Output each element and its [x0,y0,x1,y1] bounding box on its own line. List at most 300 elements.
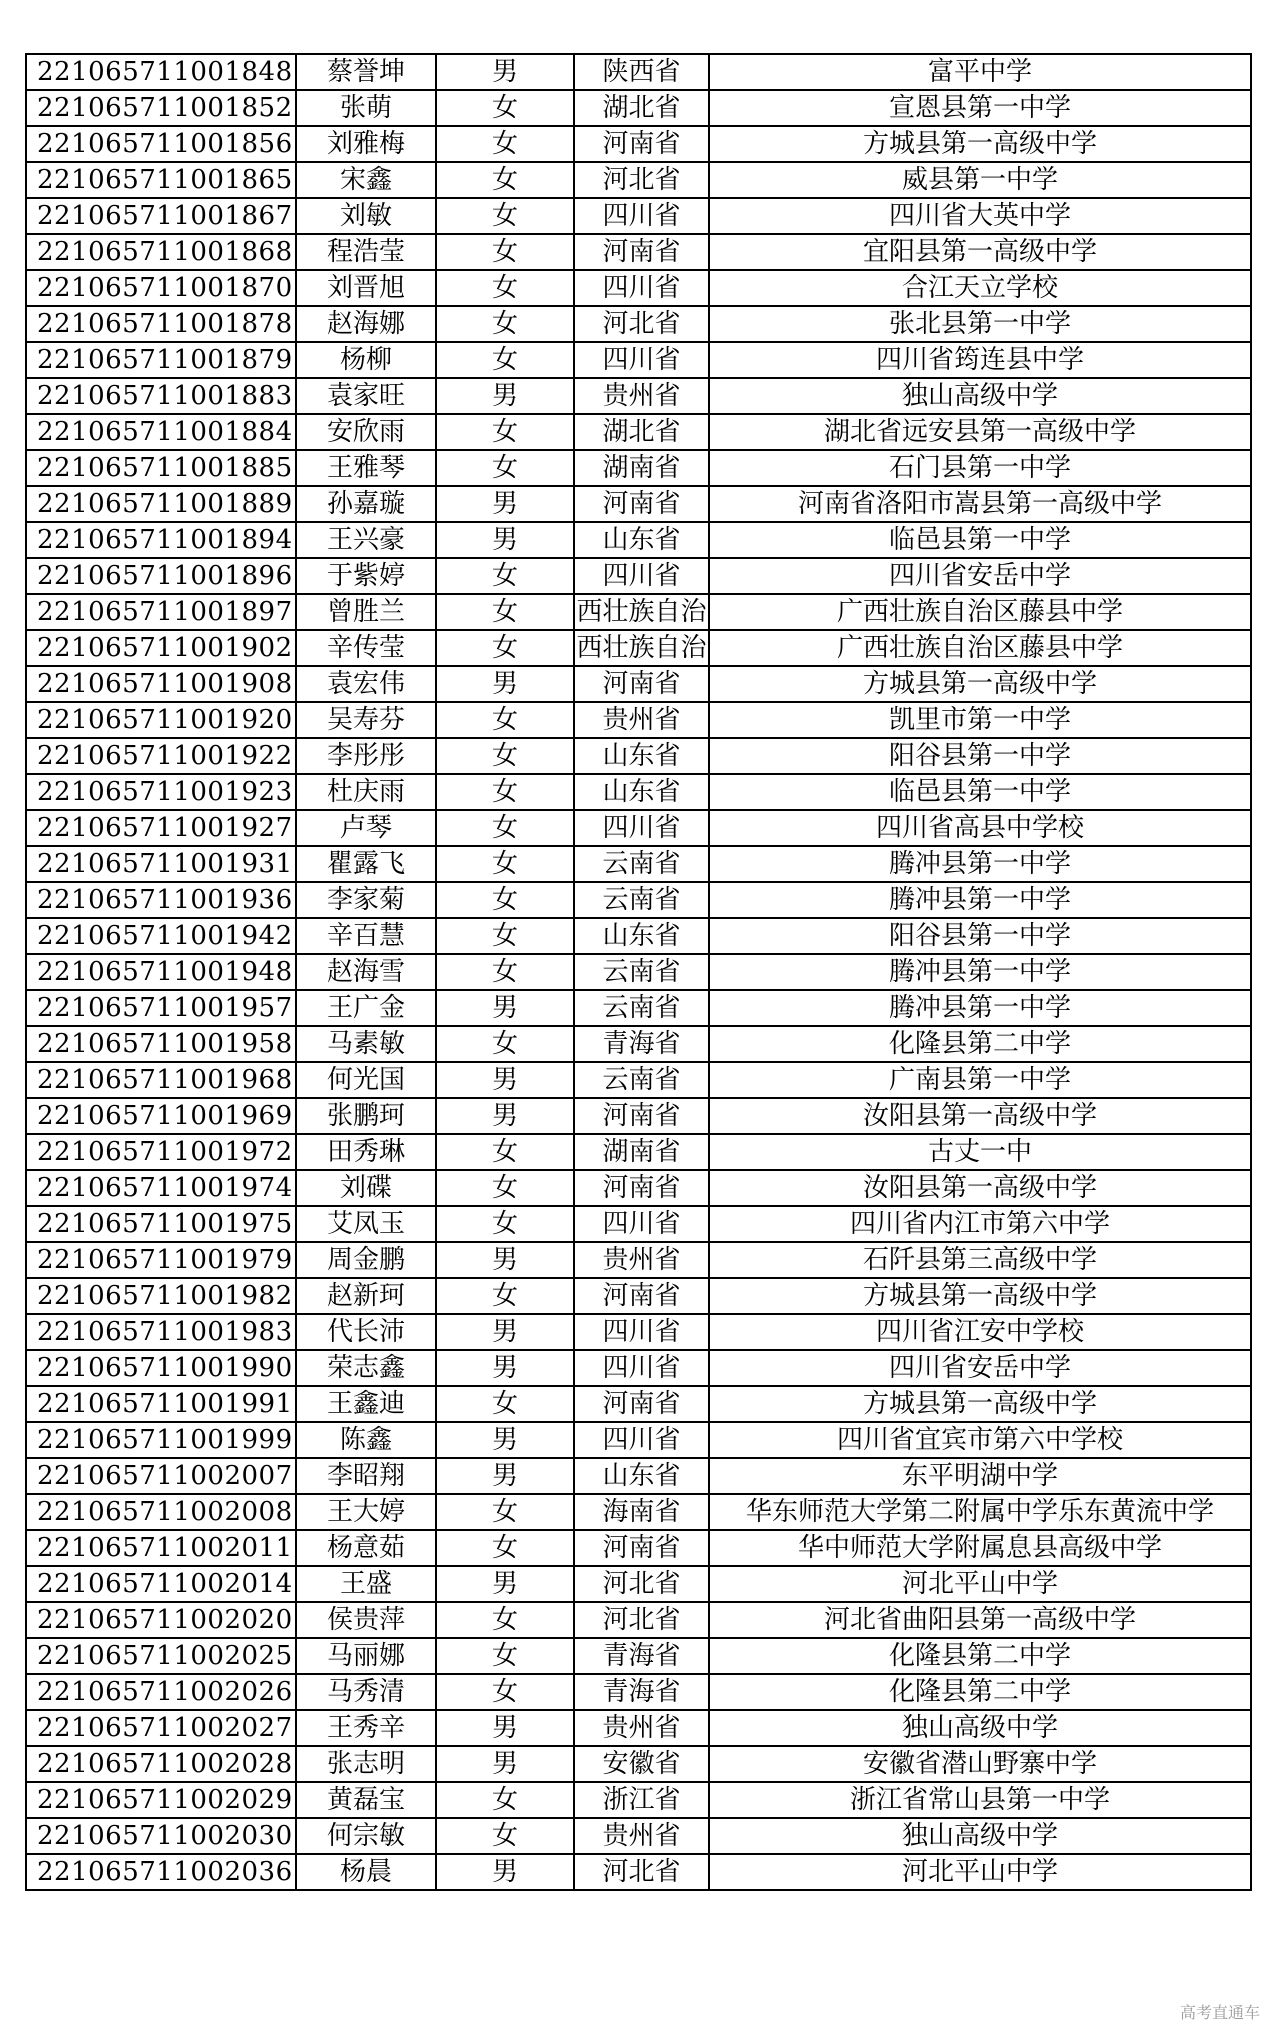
gender-cell: 女 [436,1530,574,1566]
province-cell: 山东省 [574,1458,709,1494]
school-cell: 独山高级中学 [709,1818,1251,1854]
student-id-cell: 221065711001902 [26,630,296,666]
province-cell: 西壮族自治 [574,594,709,630]
table-row [26,558,1251,594]
gender-cell: 男 [436,666,574,702]
student-id-cell: 221065711001920 [26,702,296,738]
student-id-cell: 221065711001974 [26,1170,296,1206]
school-cell: 独山高级中学 [709,378,1251,414]
province-cell: 贵州省 [574,1710,709,1746]
student-name-cell: 王秀辛 [296,1710,436,1746]
province-cell: 河南省 [574,1386,709,1422]
gender-cell: 男 [436,1710,574,1746]
table-body [26,54,1251,1890]
table-row [26,1134,1251,1170]
province-cell: 四川省 [574,1350,709,1386]
gender-cell: 男 [436,1746,574,1782]
school-cell: 四川省内江市第六中学 [709,1206,1251,1242]
student-name-cell: 李家菊 [296,882,436,918]
student-id-cell: 221065711002028 [26,1746,296,1782]
gender-cell: 女 [436,1602,574,1638]
table-row [26,522,1251,558]
student-name-cell: 黄磊宝 [296,1782,436,1818]
student-name-cell: 吴寿芬 [296,702,436,738]
student-id-cell: 221065711001894 [26,522,296,558]
student-name-cell: 张志明 [296,1746,436,1782]
school-cell: 腾冲县第一中学 [709,990,1251,1026]
gender-cell: 女 [436,702,574,738]
school-cell: 四川省高县中学校 [709,810,1251,846]
student-name-cell: 侯贵萍 [296,1602,436,1638]
gender-cell: 男 [436,1098,574,1134]
gender-cell: 女 [436,342,574,378]
student-id-cell: 221065711002020 [26,1602,296,1638]
student-id-cell: 221065711002027 [26,1710,296,1746]
table-row [26,126,1251,162]
student-id-cell: 221065711001958 [26,1026,296,1062]
student-id-cell: 221065711001948 [26,954,296,990]
table-row [26,378,1251,414]
table-row [26,1782,1251,1818]
student-id-cell: 221065711002011 [26,1530,296,1566]
school-cell: 安徽省潜山野寨中学 [709,1746,1251,1782]
school-cell: 四川省江安中学校 [709,1314,1251,1350]
gender-cell: 女 [436,1134,574,1170]
student-name-cell: 李昭翔 [296,1458,436,1494]
gender-cell: 男 [436,1350,574,1386]
student-id-cell: 221065711001852 [26,90,296,126]
school-cell: 临邑县第一中学 [709,774,1251,810]
province-cell: 西壮族自治 [574,630,709,666]
student-name-cell: 田秀琳 [296,1134,436,1170]
student-id-cell: 221065711001936 [26,882,296,918]
student-name-cell: 袁宏伟 [296,666,436,702]
table-row [26,846,1251,882]
table-row [26,1314,1251,1350]
student-id-cell: 221065711002008 [26,1494,296,1530]
gender-cell: 男 [436,1242,574,1278]
table-row [26,738,1251,774]
gender-cell: 男 [436,1422,574,1458]
gender-cell: 女 [436,594,574,630]
student-name-cell: 杨晨 [296,1854,436,1890]
gender-cell: 女 [436,774,574,810]
province-cell: 安徽省 [574,1746,709,1782]
school-cell: 石门县第一中学 [709,450,1251,486]
school-cell: 四川省安岳中学 [709,1350,1251,1386]
gender-cell: 男 [436,378,574,414]
school-cell: 方城县第一高级中学 [709,1386,1251,1422]
table-row [26,882,1251,918]
student-id-cell: 221065711002030 [26,1818,296,1854]
table-row [26,1602,1251,1638]
province-cell: 河南省 [574,1170,709,1206]
student-id-cell: 221065711002014 [26,1566,296,1602]
province-cell: 河南省 [574,1530,709,1566]
gender-cell: 女 [436,270,574,306]
gender-cell: 女 [436,162,574,198]
table-row [26,1458,1251,1494]
table-row [26,270,1251,306]
table-row [26,1386,1251,1422]
gender-cell: 女 [436,1638,574,1674]
student-name-cell: 刘碟 [296,1170,436,1206]
table-row [26,1818,1251,1854]
student-name-cell: 辛传莹 [296,630,436,666]
student-id-cell: 221065711001957 [26,990,296,1026]
student-name-cell: 辛百慧 [296,918,436,954]
table-row [26,990,1251,1026]
student-name-cell: 赵新珂 [296,1278,436,1314]
student-name-cell: 瞿露飞 [296,846,436,882]
school-cell: 临邑县第一中学 [709,522,1251,558]
school-cell: 四川省大英中学 [709,198,1251,234]
province-cell: 四川省 [574,810,709,846]
table-row [26,414,1251,450]
table-row [26,702,1251,738]
table-row [26,954,1251,990]
student-name-cell: 李彤彤 [296,738,436,774]
province-cell: 河南省 [574,486,709,522]
school-cell: 威县第一中学 [709,162,1251,198]
gender-cell: 男 [436,1566,574,1602]
student-name-cell: 刘雅梅 [296,126,436,162]
school-cell: 宜阳县第一高级中学 [709,234,1251,270]
student-id-cell: 221065711001885 [26,450,296,486]
school-cell: 华东师范大学第二附属中学乐东黄流中学 [709,1494,1251,1530]
student-name-cell: 张萌 [296,90,436,126]
student-id-cell: 221065711001856 [26,126,296,162]
student-id-cell: 221065711001868 [26,234,296,270]
province-cell: 云南省 [574,1062,709,1098]
province-cell: 贵州省 [574,702,709,738]
province-cell: 河南省 [574,234,709,270]
school-cell: 独山高级中学 [709,1710,1251,1746]
watermark: 高考直通车 [1179,2003,1260,2022]
province-cell: 四川省 [574,342,709,378]
student-name-cell: 袁家旺 [296,378,436,414]
table-row [26,1746,1251,1782]
province-cell: 四川省 [574,1314,709,1350]
province-cell: 山东省 [574,774,709,810]
table-row [26,342,1251,378]
province-cell: 贵州省 [574,1818,709,1854]
student-name-cell: 王广金 [296,990,436,1026]
table-row [26,1710,1251,1746]
student-id-cell: 221065711001999 [26,1422,296,1458]
student-id-cell: 221065711002029 [26,1782,296,1818]
student-id-cell: 221065711001983 [26,1314,296,1350]
school-cell: 四川省宜宾市第六中学校 [709,1422,1251,1458]
school-cell: 古丈一中 [709,1134,1251,1170]
table-row [26,1530,1251,1566]
table-row [26,1566,1251,1602]
table-row [26,918,1251,954]
school-cell: 方城县第一高级中学 [709,1278,1251,1314]
student-id-cell: 221065711001848 [26,54,296,90]
gender-cell: 女 [436,306,574,342]
table-row [26,1350,1251,1386]
gender-cell: 男 [436,54,574,90]
gender-cell: 女 [436,126,574,162]
table-row [26,1674,1251,1710]
student-id-cell: 221065711001968 [26,1062,296,1098]
province-cell: 山东省 [574,522,709,558]
school-cell: 华中师范大学附属息县高级中学 [709,1530,1251,1566]
province-cell: 云南省 [574,954,709,990]
province-cell: 海南省 [574,1494,709,1530]
school-cell: 石阡县第三高级中学 [709,1242,1251,1278]
gender-cell: 女 [436,1782,574,1818]
student-id-cell: 221065711002025 [26,1638,296,1674]
school-cell: 化隆县第二中学 [709,1026,1251,1062]
student-id-cell: 221065711001878 [26,306,296,342]
gender-cell: 女 [436,954,574,990]
province-cell: 湖北省 [574,90,709,126]
school-cell: 张北县第一中学 [709,306,1251,342]
gender-cell: 女 [436,1818,574,1854]
table-row [26,306,1251,342]
student-id-cell: 221065711001982 [26,1278,296,1314]
student-id-cell: 221065711002007 [26,1458,296,1494]
student-id-cell: 221065711001896 [26,558,296,594]
gender-cell: 女 [436,1026,574,1062]
student-name-cell: 代长沛 [296,1314,436,1350]
province-cell: 河南省 [574,1098,709,1134]
student-name-cell: 赵海娜 [296,306,436,342]
student-name-cell: 马丽娜 [296,1638,436,1674]
student-name-cell: 宋鑫 [296,162,436,198]
table-row [26,1242,1251,1278]
gender-cell: 女 [436,558,574,594]
student-id-cell: 221065711001884 [26,414,296,450]
table-row [26,162,1251,198]
student-name-cell: 王雅琴 [296,450,436,486]
table-row [26,198,1251,234]
school-cell: 浙江省常山县第一中学 [709,1782,1251,1818]
school-cell: 化隆县第二中学 [709,1674,1251,1710]
table-row [26,1026,1251,1062]
student-id-cell: 221065711001969 [26,1098,296,1134]
province-cell: 四川省 [574,1422,709,1458]
student-name-cell: 于紫婷 [296,558,436,594]
province-cell: 陕西省 [574,54,709,90]
student-name-cell: 马秀清 [296,1674,436,1710]
student-name-cell: 王鑫迪 [296,1386,436,1422]
student-id-cell: 221065711001879 [26,342,296,378]
student-id-cell: 221065711001927 [26,810,296,846]
gender-cell: 女 [436,1386,574,1422]
province-cell: 云南省 [574,882,709,918]
student-id-cell: 221065711001942 [26,918,296,954]
school-cell: 广南县第一中学 [709,1062,1251,1098]
school-cell: 汝阳县第一高级中学 [709,1098,1251,1134]
gender-cell: 男 [436,1062,574,1098]
student-id-cell: 221065711001979 [26,1242,296,1278]
table-row [26,486,1251,522]
student-name-cell: 程浩莹 [296,234,436,270]
student-id-cell: 221065711001870 [26,270,296,306]
province-cell: 湖南省 [574,450,709,486]
student-id-cell: 221065711001972 [26,1134,296,1170]
student-name-cell: 杨意茹 [296,1530,436,1566]
gender-cell: 女 [436,1206,574,1242]
table-row [26,1206,1251,1242]
student-id-cell: 221065711002036 [26,1854,296,1890]
gender-cell: 男 [436,522,574,558]
gender-cell: 女 [436,1170,574,1206]
student-table [25,53,1252,1891]
student-name-cell: 陈鑫 [296,1422,436,1458]
school-cell: 方城县第一高级中学 [709,666,1251,702]
gender-cell: 女 [436,630,574,666]
school-cell: 富平中学 [709,54,1251,90]
province-cell: 青海省 [574,1638,709,1674]
student-id-cell: 221065711001991 [26,1386,296,1422]
gender-cell: 女 [436,1278,574,1314]
province-cell: 浙江省 [574,1782,709,1818]
student-name-cell: 刘敏 [296,198,436,234]
student-name-cell: 安欣雨 [296,414,436,450]
province-cell: 云南省 [574,990,709,1026]
student-name-cell: 王大婷 [296,1494,436,1530]
province-cell: 四川省 [574,1206,709,1242]
student-name-cell: 曾胜兰 [296,594,436,630]
province-cell: 青海省 [574,1026,709,1062]
student-name-cell: 荣志鑫 [296,1350,436,1386]
province-cell: 河北省 [574,162,709,198]
school-cell: 凯里市第一中学 [709,702,1251,738]
province-cell: 河北省 [574,1854,709,1890]
province-cell: 河南省 [574,1278,709,1314]
school-cell: 化隆县第二中学 [709,1638,1251,1674]
gender-cell: 女 [436,90,574,126]
table-row [26,774,1251,810]
gender-cell: 女 [436,1674,574,1710]
student-name-cell: 赵海雪 [296,954,436,990]
school-cell: 广西壮族自治区藤县中学 [709,594,1251,630]
province-cell: 河北省 [574,1566,709,1602]
school-cell: 阳谷县第一中学 [709,738,1251,774]
student-id-cell: 221065711001908 [26,666,296,702]
province-cell: 山东省 [574,738,709,774]
gender-cell: 女 [436,234,574,270]
student-id-cell: 221065711001865 [26,162,296,198]
student-name-cell: 艾凤玉 [296,1206,436,1242]
school-cell: 东平明湖中学 [709,1458,1251,1494]
student-name-cell: 孙嘉璇 [296,486,436,522]
table-row [26,1494,1251,1530]
school-cell: 河南省洛阳市嵩县第一高级中学 [709,486,1251,522]
gender-cell: 女 [436,1494,574,1530]
table-row [26,1062,1251,1098]
student-name-cell: 张鹏珂 [296,1098,436,1134]
province-cell: 贵州省 [574,378,709,414]
table-row [26,1638,1251,1674]
student-table-sheet [25,53,1250,1891]
gender-cell: 女 [436,198,574,234]
gender-cell: 女 [436,810,574,846]
table-row [26,594,1251,630]
province-cell: 河北省 [574,1602,709,1638]
student-id-cell: 221065711001990 [26,1350,296,1386]
table-row [26,1422,1251,1458]
province-cell: 贵州省 [574,1242,709,1278]
gender-cell: 女 [436,846,574,882]
student-name-cell: 杨柳 [296,342,436,378]
table-row [26,1098,1251,1134]
province-cell: 云南省 [574,846,709,882]
table-row [26,1170,1251,1206]
student-id-cell: 221065711001975 [26,1206,296,1242]
school-cell: 腾冲县第一中学 [709,954,1251,990]
student-name-cell: 周金鹏 [296,1242,436,1278]
province-cell: 湖北省 [574,414,709,450]
province-cell: 河北省 [574,306,709,342]
table-row [26,1854,1251,1890]
table-row [26,1278,1251,1314]
school-cell: 合江天立学校 [709,270,1251,306]
school-cell: 汝阳县第一高级中学 [709,1170,1251,1206]
gender-cell: 女 [436,414,574,450]
table-row [26,666,1251,702]
gender-cell: 男 [436,1854,574,1890]
student-name-cell: 王盛 [296,1566,436,1602]
table-row [26,90,1251,126]
table-row [26,630,1251,666]
province-cell: 河南省 [574,126,709,162]
student-name-cell: 刘晋旭 [296,270,436,306]
school-cell: 宣恩县第一中学 [709,90,1251,126]
school-cell: 腾冲县第一中学 [709,846,1251,882]
gender-cell: 男 [436,1314,574,1350]
province-cell: 山东省 [574,918,709,954]
table-row [26,54,1251,90]
school-cell: 阳谷县第一中学 [709,918,1251,954]
school-cell: 腾冲县第一中学 [709,882,1251,918]
student-id-cell: 221065711001889 [26,486,296,522]
student-name-cell: 马素敏 [296,1026,436,1062]
student-id-cell: 221065711001922 [26,738,296,774]
student-name-cell: 何宗敏 [296,1818,436,1854]
gender-cell: 女 [436,450,574,486]
gender-cell: 女 [436,882,574,918]
student-id-cell: 221065711001923 [26,774,296,810]
table-row [26,234,1251,270]
province-cell: 青海省 [574,1674,709,1710]
province-cell: 四川省 [574,270,709,306]
student-name-cell: 杜庆雨 [296,774,436,810]
province-cell: 湖南省 [574,1134,709,1170]
province-cell: 四川省 [574,558,709,594]
school-cell: 河北平山中学 [709,1566,1251,1602]
table-row [26,450,1251,486]
table-row [26,810,1251,846]
school-cell: 四川省筠连县中学 [709,342,1251,378]
gender-cell: 男 [436,1458,574,1494]
student-id-cell: 221065711002026 [26,1674,296,1710]
student-name-cell: 王兴豪 [296,522,436,558]
province-cell: 四川省 [574,198,709,234]
school-cell: 河北省曲阳县第一高级中学 [709,1602,1251,1638]
student-id-cell: 221065711001931 [26,846,296,882]
gender-cell: 男 [436,486,574,522]
school-cell: 四川省安岳中学 [709,558,1251,594]
school-cell: 方城县第一高级中学 [709,126,1251,162]
province-cell: 河南省 [574,666,709,702]
student-id-cell: 221065711001867 [26,198,296,234]
gender-cell: 女 [436,918,574,954]
